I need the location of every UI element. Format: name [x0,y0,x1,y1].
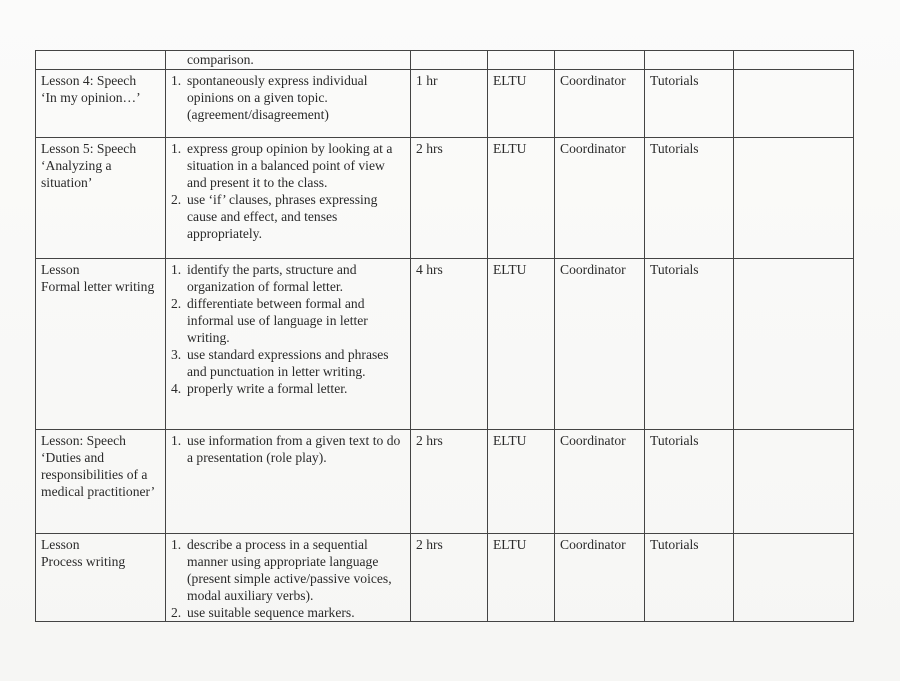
remarks-cell [734,70,854,138]
method-cell: Tutorials [645,70,734,138]
objective-number: 1. [171,73,182,88]
objective-text: properly write a formal letter. [187,381,348,396]
unit-cell: ELTU [488,259,555,430]
unit-cell: ELTU [488,430,555,534]
responsible-cell: Coordinator [555,138,645,259]
objective-item [171,432,406,466]
objective-number: 2. [171,192,182,207]
lesson-subtitle: ‘Duties and responsibilities of a medical practitioner’ [41,450,156,499]
unit-cell [488,51,555,70]
syllabus-table [35,50,854,622]
objective-number: 1. [171,433,182,448]
lesson-subtitle: ‘Analyzing a situation’ [41,158,112,190]
objective-text: express group opinion by looking at a situation in a balanced point of view and present it to the class. [187,141,393,190]
table-row [36,534,854,622]
table-row [36,138,854,259]
lesson-cell [36,70,166,138]
duration-cell: 1 hr [411,70,488,138]
table-row-continued [36,51,854,70]
table-row [36,259,854,430]
objective-text: identify the parts, structure and organization of formal letter. [187,262,357,294]
duration-cell [411,51,488,70]
remarks-cell [734,259,854,430]
objectives-cell [166,430,411,534]
lesson-title: Lesson 4: Speech [41,73,137,88]
objective-item [171,261,406,295]
objective-item [171,191,406,242]
responsible-cell: Coordinator [555,259,645,430]
objectives-cell [166,51,411,70]
responsible-cell: Coordinator [555,70,645,138]
duration-cell: 4 hrs [411,259,488,430]
responsible-cell: Coordinator [555,534,645,622]
remarks-cell [734,534,854,622]
objective-text: spontaneously express individual opinions on a given topic. (agreement/disagreement) [187,73,368,122]
objective-item [171,72,406,123]
objective-text: differentiate between formal and informal use of language in letter writing. [187,296,368,345]
objective-item [171,380,406,397]
lesson-title: Lesson [41,537,80,552]
duration-cell: 2 hrs [411,534,488,622]
objective-item [171,604,406,621]
objectives-cell [166,138,411,259]
method-cell: Tutorials [645,534,734,622]
objective-number: 3. [171,347,182,362]
objective-number: 1. [171,262,182,277]
objective-text: use suitable sequence markers. [187,605,355,620]
lesson-cell [36,138,166,259]
responsible-cell [555,51,645,70]
unit-cell: ELTU [488,138,555,259]
lesson-subtitle: Process writing [41,554,126,569]
objective-text: use ‘if’ clauses, phrases expressing cause and effect, and tenses appropriately. [187,192,378,241]
lesson-title: Lesson: Speech [41,433,126,448]
objective-number: 1. [171,537,182,552]
lesson-subtitle: Formal letter writing [41,279,155,294]
method-cell: Tutorials [645,259,734,430]
table-row [36,70,854,138]
duration-cell: 2 hrs [411,138,488,259]
lesson-title: Lesson 5: Speech [41,141,137,156]
objective-item [171,536,406,604]
lesson-cell [36,430,166,534]
objective-text: use information from a given text to do a presentation (role play). [187,433,401,465]
unit-cell: ELTU [488,534,555,622]
responsible-cell: Coordinator [555,430,645,534]
objective-item [171,295,406,346]
remarks-cell [734,138,854,259]
lesson-cell [36,259,166,430]
objective-number: 1. [171,141,182,156]
objective-item [171,346,406,380]
objectives-cell [166,70,411,138]
continued-objective-text: comparison. [187,52,254,67]
objective-number: 4. [171,381,182,396]
method-cell [645,51,734,70]
objectives-cell [166,534,411,622]
objective-item [171,140,406,191]
lesson-subtitle: ‘In my opinion…’ [41,90,141,105]
objectives-cell [166,259,411,430]
remarks-cell [734,430,854,534]
lesson-title: Lesson [41,262,80,277]
method-cell: Tutorials [645,138,734,259]
objective-number: 2. [171,296,182,311]
lesson-cell [36,51,166,70]
objective-text: describe a process in a sequential manner using appropriate language (present simple active/passive voices, modal auxiliary verbs). [187,537,392,603]
remarks-cell [734,51,854,70]
duration-cell: 2 hrs [411,430,488,534]
unit-cell: ELTU [488,70,555,138]
method-cell: Tutorials [645,430,734,534]
table-row [36,430,854,534]
lesson-cell [36,534,166,622]
objective-number: 2. [171,605,182,620]
objective-text: use standard expressions and phrases and punctuation in letter writing. [187,347,389,379]
